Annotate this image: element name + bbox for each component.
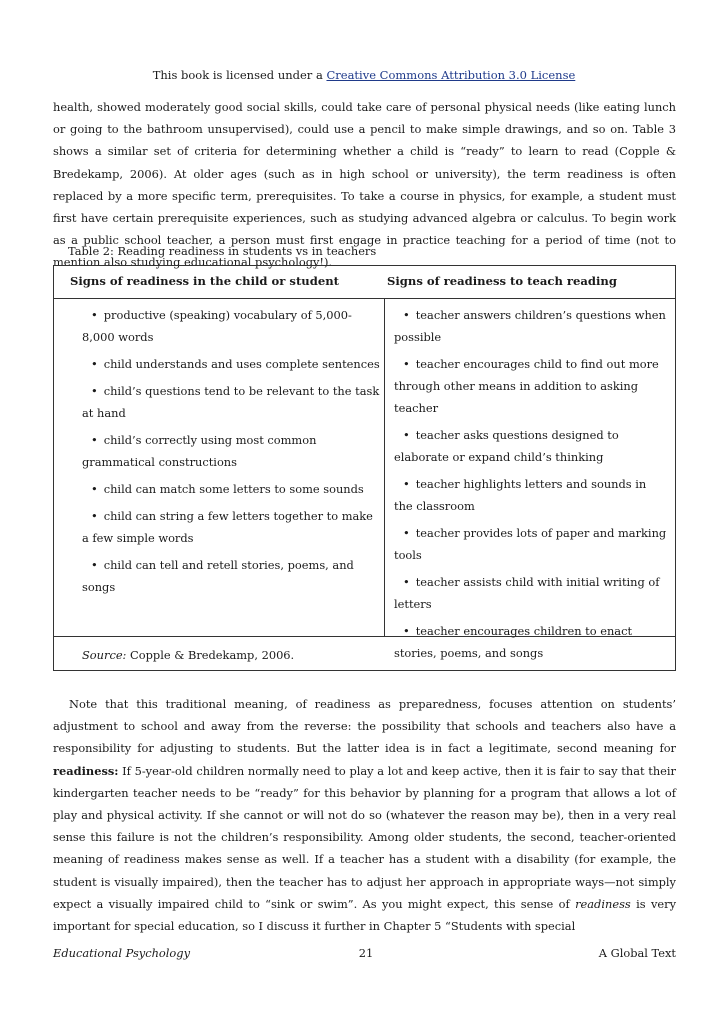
body-paragraph <box>53 693 676 937</box>
list-item: • child can match some letters to some sounds <box>91 482 364 496</box>
page-footer <box>53 946 676 966</box>
table-source <box>82 648 294 662</box>
source-citation: Copple & Bredekamp, 2006. <box>130 648 295 662</box>
list-item: • child can tell and retell stories, poems, and songs <box>82 558 354 594</box>
italic-term-readiness: readiness <box>575 896 631 911</box>
table-caption: Table 2: Reading readiness in students vs in teachers <box>68 244 377 258</box>
column-divider <box>384 298 385 636</box>
intro-paragraph-text: health, showed moderately good social skills, could take care of personal physical needs (like eating lunch or going to the bathroom unsupervised), could use a pencil to make simple drawings, and so on. Table 3 shows a similar set of criteria for determining whether a child is “ready” to learn to read (Copple & Bredekamp, 2006). At older ages (such as in high school or university), the term readiness is often replaced by a more specific term, prerequisites. To take a course in physics, for example, a student must first have certain prerequisite experiences, such as studying advanced algebra or calculus. To begin work as a public school teacher, a person must first engage in practice teaching for a period of time (not to mention also studying educational psychology!). <box>53 100 676 270</box>
page-number: 21 <box>358 946 374 960</box>
list-item: • teacher highlights letters and sounds in the classroom <box>394 477 647 513</box>
list-item: • child understands and uses complete sentences <box>91 357 380 371</box>
license-link[interactable]: Creative Commons Attribution 3.0 License <box>326 68 576 82</box>
list-item: • teacher encourages children to enact stories, poems, and songs <box>394 624 633 660</box>
list-item: • teacher encourages child to find out more through other means in addition to asking teacher <box>394 357 659 415</box>
list-item: • child’s questions tend to be relevant to the task at hand <box>82 384 380 420</box>
book-title: Educational Psychology <box>53 946 191 960</box>
teacher-signs-column <box>394 299 668 664</box>
table-header-student: Signs of readiness in the child or student <box>70 274 339 288</box>
list-item: • productive (speaking) vocabulary of 5,000-8,000 words <box>82 308 352 344</box>
publisher: A Global Text <box>598 946 676 960</box>
list-item: • teacher provides lots of paper and marking tools <box>394 526 667 562</box>
student-signs-column <box>82 299 382 598</box>
list-item: • teacher assists child with initial writing of letters <box>394 575 660 611</box>
source-divider <box>54 636 675 637</box>
readiness-table <box>53 265 676 671</box>
list-item: • child can string a few letters together to make a few simple words <box>82 509 373 545</box>
source-label: Source: <box>82 648 127 662</box>
bold-term-readiness: readiness: <box>53 763 119 778</box>
table-header-teacher: Signs of readiness to teach reading <box>387 274 617 288</box>
list-item: • child’s correctly using most common grammatical constructions <box>82 433 317 469</box>
list-item: • teacher asks questions designed to elaborate or expand child’s thinking <box>394 428 619 464</box>
list-item: • teacher answers children’s questions when possible <box>394 308 666 344</box>
license-prefix: This book is licensed under a <box>152 68 323 82</box>
page-header <box>0 68 728 82</box>
body-paragraph-text: Note that this traditional meaning, of readiness as preparedness, focuses attention on students’ adjustment to school and away from the reverse: the possibility that schools and teachers also have a responsibility for adjusting to students. But the latter idea is in fact a legitimate, second meaning for readiness: If 5-year-old children normally need to play a lot and keep active, then it is fair to say that their kindergarten teacher needs to be “ready” for this behavior by planning for a program that allows a lot of play and physical activity. If she cannot or will not do so (whatever the reason may be), then in a very real sense this failure is not the children’s responsibility. Among older students, the second, teacher-oriented meaning of readiness makes sense as well. If a teacher has a student with a disability (for example, the student is visually impaired), then the teacher has to adjust her approach in appropriate ways—not simply expect a visually impaired child to “sink or swim”. As you might expect, this sense of readiness is very important for special education, so I discuss it further in Chapter 5 “Students with special <box>53 697 677 934</box>
